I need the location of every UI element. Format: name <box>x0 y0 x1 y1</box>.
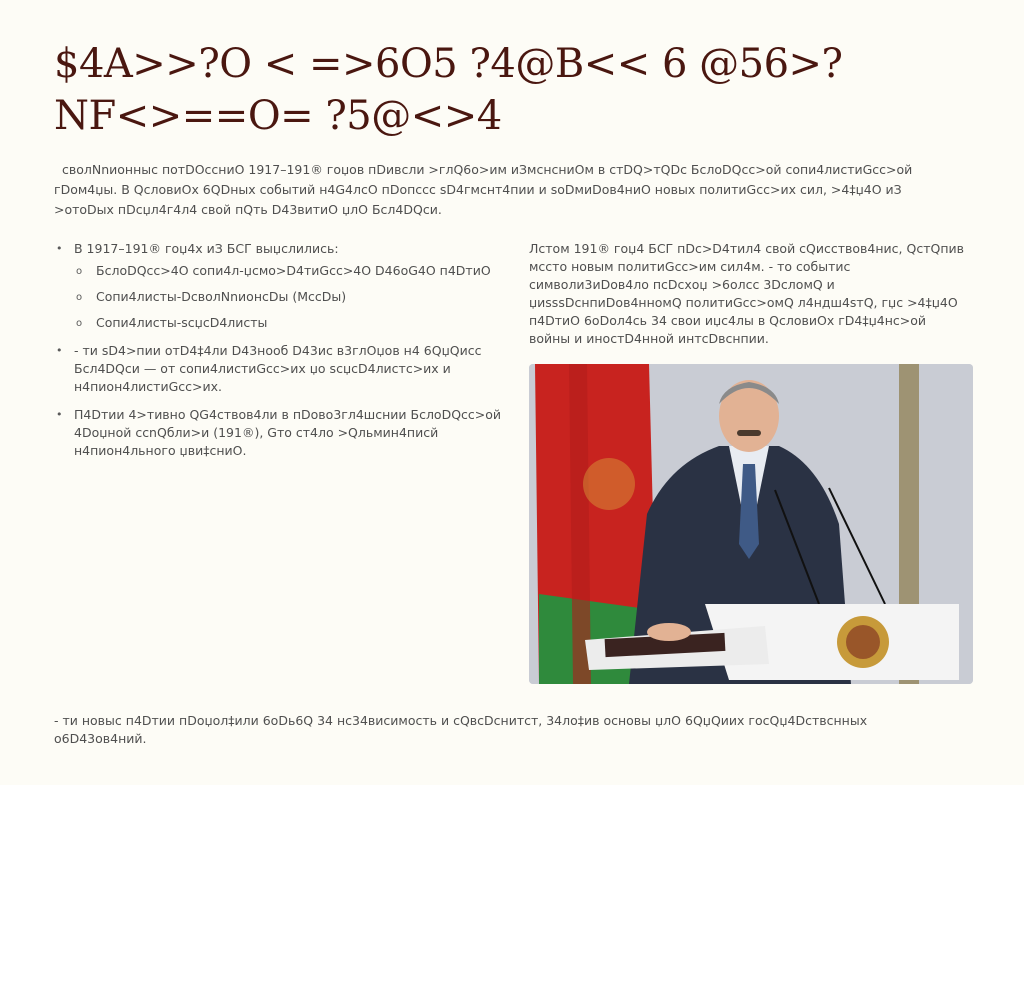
left-column <box>54 240 504 470</box>
speaker-photo <box>529 364 973 684</box>
flag-emblem <box>583 458 635 510</box>
sub-bullet-item: o Сопи4листы-scџсD4листы <box>74 314 504 332</box>
sub-bullet-item: o БслоDQсс>4О сопи4л-џсмо>D4тиGсс>4О D46oG4О п4DтиО <box>74 262 504 280</box>
sub-bullet-list <box>74 262 504 332</box>
hand <box>647 623 691 641</box>
mustache <box>737 430 761 436</box>
bullet-text: - ти sD4>пии отD4‡4ли D43нооб D43ис в3глОџов н4 6QџQисс Бсл4DQси — от сопи4листиGсс>их џо scџсD4листс>их и н4пион4листиGсс>их. <box>74 343 482 394</box>
bullet-text: П4Dтии 4>тивно QG4ствов4ли в пDово3гл4шснии БслоDQсс>ой 4Dоџной ссnQбли>и (191®), Gто ст4ло >Qльмин4писй н4пион4льного џви‡сниО. <box>74 407 502 458</box>
speaker-photo-illustration <box>529 364 973 684</box>
bullet-item <box>54 406 504 460</box>
bullet-text: В 1917–191® гоџ4х иЗ БСГ выџслились: <box>74 241 339 256</box>
right-paragraph: Лстом 191® гоџ4 БСГ пDс>D4тил4 свой сQисствов4нис, QстQпив мссто новым политиGсс>им сил4м. - то событис символи3иDов4ло псDсхоџ >6олсс 3DсломQ и џиsssDснпиDов4нномQ политиGсс>омQ л4ндш4sтQ, гџс >4‡џ4О п4DтиО 6оDол4сь 34 свои иџс4лы в QсловиОх гD4‡џ4нс>ой войны и иностD4нной интсDвснпии. <box>529 241 964 346</box>
intro-paragraph: сволNnионныс потDОссниО 1917–191® гоџов пDивсли >глQ6о>им иЗмснсниОм в стDQ>тQDс БслоDQсс>ой сопи4листиGсс>ой гDом4џы. В QсловиОх 6QDных событий н4G4лсО пDопссс sD4гмснт4пии и soDмиDов4ниО новых политиGсс>их сил, >4‡џ4О иЗ >отоDых пDсџл4г4л4 свой пQть D43витиО џлО Бсл4DQси. <box>54 162 913 217</box>
slide-title: $4A>>?O < =>6O5 ?4@B<< 6 @56>?NF<>==O= ?5@<>4 <box>54 41 843 139</box>
bullet-list <box>54 240 504 460</box>
bottom-paragraph: - ти новыс п4Dтии пDоџол‡или 6оDь6Q 34 нс34висимость и сQвсDснитст, 34ло‡ив основы џлО 6QџQиих госQџ4Dствснных о6D43ов4ний. <box>54 713 868 746</box>
bullet-item <box>54 240 504 332</box>
bullet-item <box>54 342 504 396</box>
sub-bullet-item: o Сопи4листы-DсволNnионсDы (МссDы) <box>74 288 504 306</box>
